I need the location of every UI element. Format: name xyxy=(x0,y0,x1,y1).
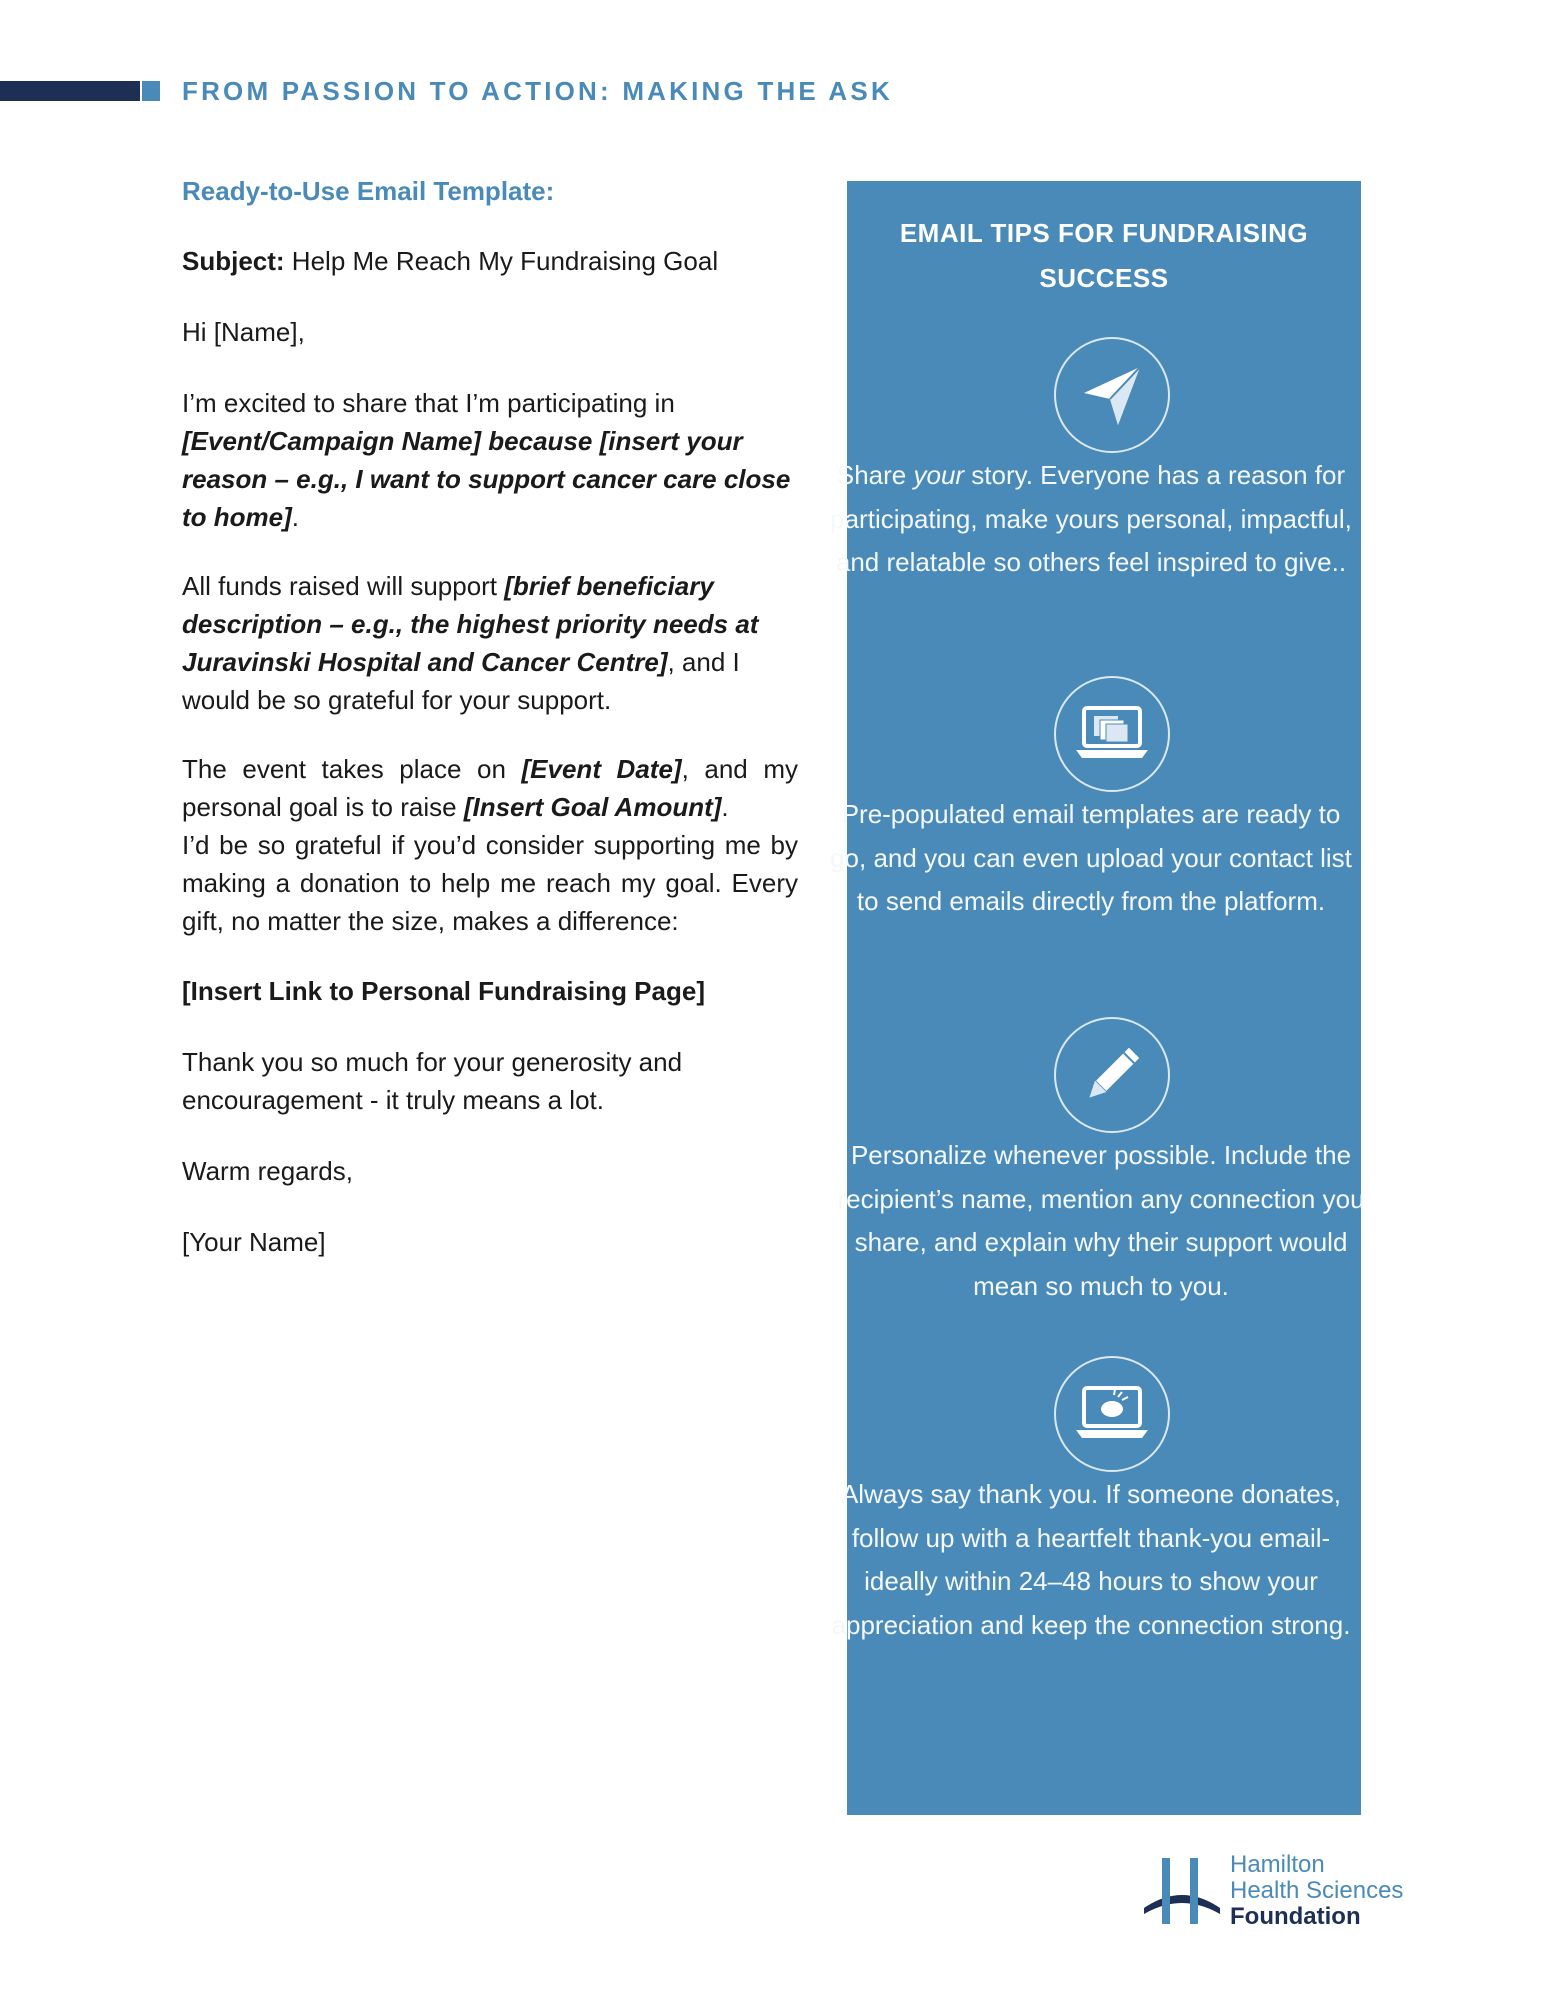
tip1-text-a: Share xyxy=(836,460,914,490)
tip-share-story xyxy=(821,454,1361,585)
event-text: The event takes place on xyxy=(182,754,522,784)
greeting: Hi [Name], xyxy=(182,317,305,347)
tip1-text-b: story. Everyone has a reason for participating, make yours personal, impactful, and relatable so others feel inspired to give.. xyxy=(830,460,1352,577)
page-title: FROM PASSION TO ACTION: MAKING THE ASK xyxy=(182,76,893,106)
laptop-templates-icon xyxy=(1054,676,1170,792)
paper-plane-icon xyxy=(1054,337,1170,453)
event-text-mid: , and my personal goal is to raise xyxy=(182,754,798,822)
funds-placeholder: [brief beneficiary description – e.g., the highest priority needs at Juravinski Hospital and Cancer Centre] xyxy=(182,571,759,677)
foundation-logo xyxy=(1140,1852,1440,1932)
paragraph-ask: I’d be so grateful if you’d consider supporting me by making a donation to help me reach my goal. Every gift, no matter the size, makes a difference: xyxy=(182,830,798,936)
intro-placeholder: [Event/Campaign Name] because [insert your reason – e.g., I want to support cancer care close to home] xyxy=(182,426,791,532)
sidebar-title-line1: EMAIL TIPS FOR FUNDRAISING xyxy=(899,218,1309,248)
event-period: . xyxy=(721,792,729,822)
tip-personalize: Personalize whenever possible. Include the recipient’s name, mention any connection you share, and explain why their support would mean so much to you. xyxy=(837,1140,1365,1301)
subject-text: Help Me Reach My Fundraising Goal xyxy=(284,246,719,276)
funds-text: All funds raised will support xyxy=(182,571,505,601)
header-bar-accent xyxy=(142,81,160,101)
intro-text: I’m excited to share that I’m participating in xyxy=(182,388,675,418)
tip-say-thanks: Always say thank you. If someone donates, follow up with a heartfelt thank-you email-ideally within 24–48 hours to show your appreciation and keep the connection strong. xyxy=(831,1479,1351,1640)
fundraising-link[interactable]: [Insert Link to Personal Fundraising Page] xyxy=(182,976,705,1006)
paragraph-event xyxy=(182,750,798,826)
closing: Warm regards, xyxy=(182,1156,353,1186)
intro-period: . xyxy=(291,502,299,532)
subject-label: Subject: xyxy=(182,246,285,276)
paragraph-thanks: Thank you so much for your generosity and encouragement - it truly means a lot. xyxy=(182,1047,683,1115)
logo-text xyxy=(1230,1852,1403,1930)
funds-text-end: , and I would be so grateful for your support. xyxy=(182,647,740,715)
template-heading: Ready-to-Use Email Template: xyxy=(182,176,555,206)
tip1-emphasis: your xyxy=(913,460,965,490)
logo-line3: Foundation xyxy=(1230,1903,1361,1930)
sidebar-title xyxy=(847,211,1361,301)
pencil-icon xyxy=(1054,1017,1170,1133)
subject-line xyxy=(182,242,798,280)
event-date-placeholder: [Event Date] xyxy=(521,754,682,784)
tips-sidebar xyxy=(830,181,1365,1815)
bridge-logo-icon xyxy=(1140,1852,1224,1932)
laptop-thanks-icon xyxy=(1054,1356,1170,1472)
header-bar-dark xyxy=(0,81,140,101)
logo-line2: Health Sciences xyxy=(1230,1877,1404,1904)
paragraph-intro xyxy=(182,384,798,536)
goal-amount-placeholder: [Insert Goal Amount] xyxy=(463,792,722,822)
sidebar-title-line2: SUCCESS xyxy=(1039,263,1169,293)
signature: [Your Name] xyxy=(182,1227,326,1257)
logo-line1: Hamilton xyxy=(1230,1851,1325,1878)
paragraph-funds xyxy=(182,567,798,719)
tip-email-templates: Pre-populated email templates are ready to go, and you can even upload your contact list to send emails directly from the platform. xyxy=(830,799,1352,916)
